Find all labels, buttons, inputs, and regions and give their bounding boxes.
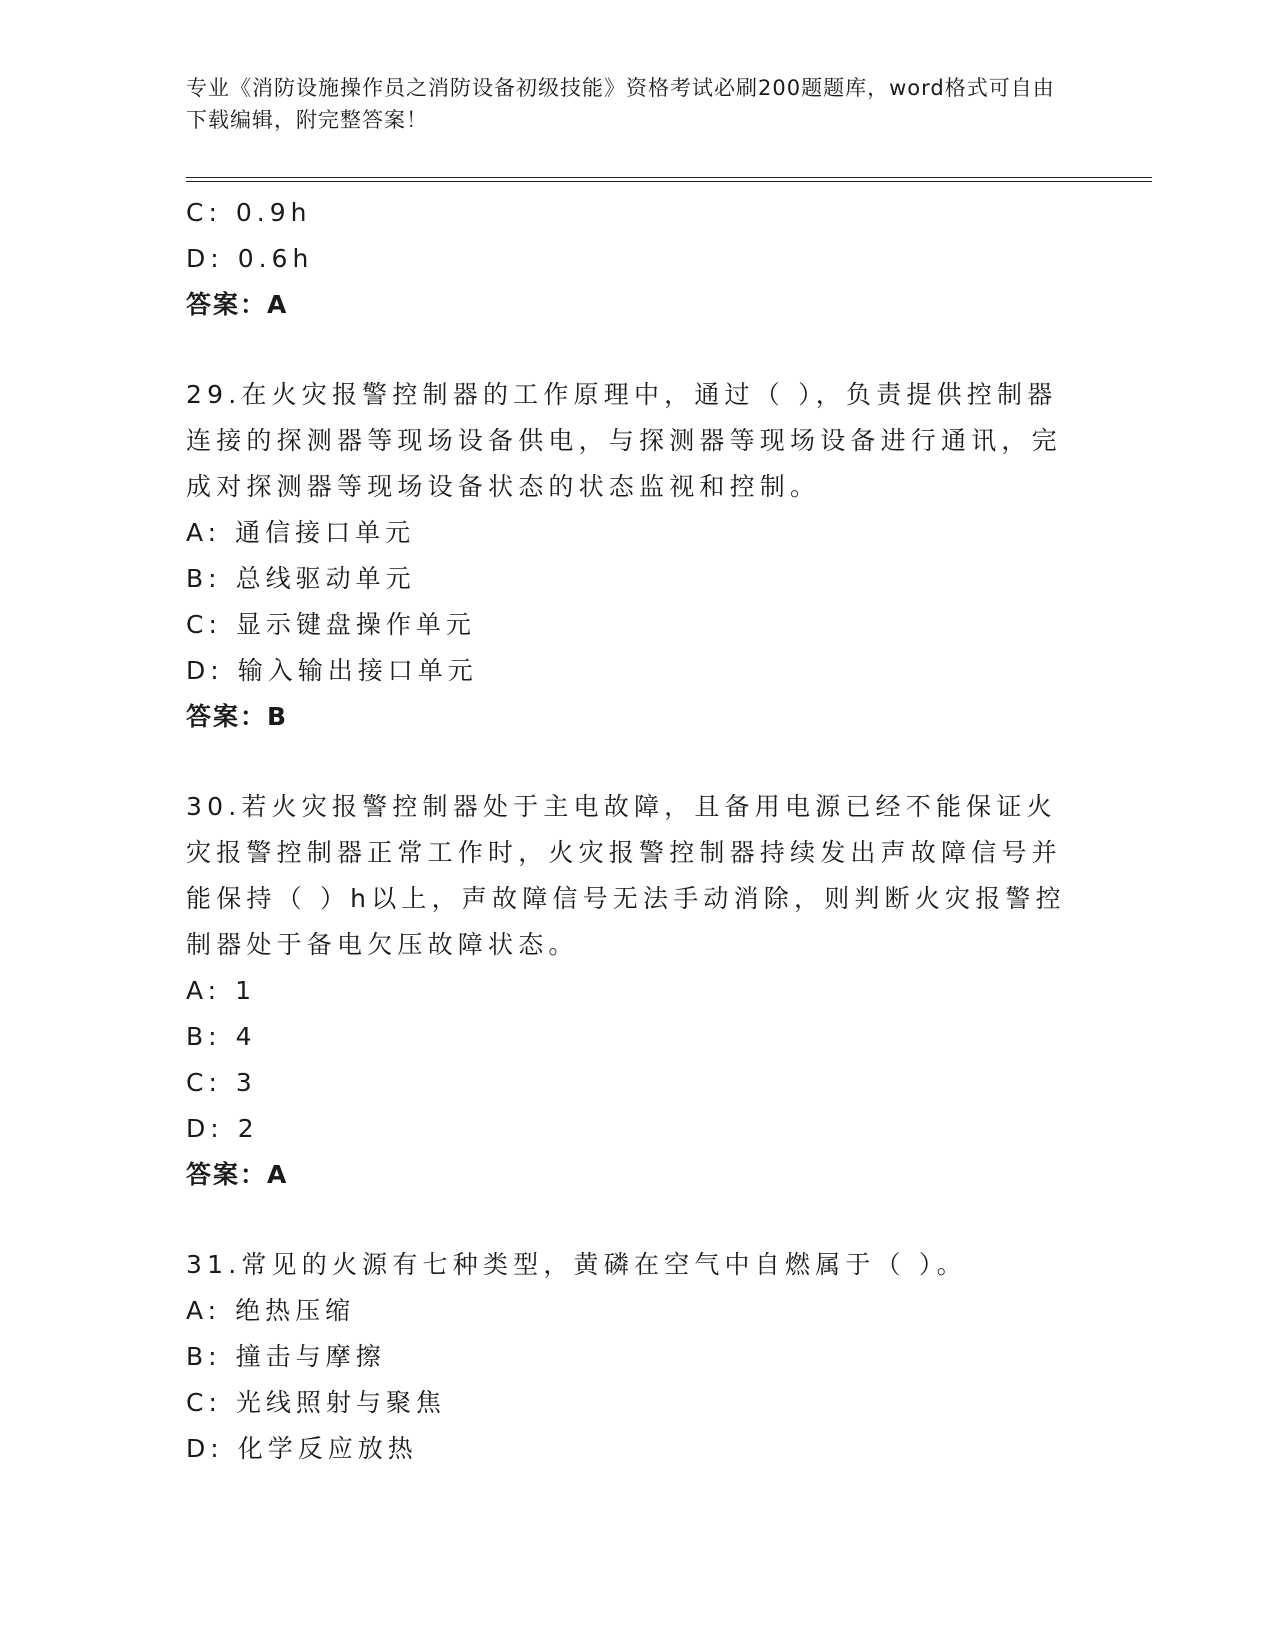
question-31: [186, 1242, 1086, 1472]
question-stem: 31.常见的火源有七种类型，黄磷在空气中自燃属于（ ）。: [186, 1250, 967, 1279]
question-stem: 29.在火灾报警控制器的工作原理中，通过（ ），负责提供控制器连接的探测器等现场设备供电，与探测器等现场设备进行通讯，完成对探测器等现场设备状态的状态监视和控制。: [186, 380, 1062, 501]
option-d: D: 2: [186, 1114, 259, 1143]
option-d: D: 输入输出接口单元: [186, 656, 478, 685]
answer-label: 答案：A: [186, 1160, 289, 1189]
question-list: [186, 190, 1086, 1472]
option-c: C: 0.9h: [186, 198, 312, 227]
option-d: D: 0.6h: [186, 244, 314, 273]
option-d: D: 化学反应放热: [186, 1434, 418, 1463]
option-c: C: 光线照射与聚焦: [186, 1388, 446, 1417]
question-29: [186, 372, 1086, 740]
option-a: A: 通信接口单元: [186, 518, 416, 547]
option-b: B: 撞击与摩擦: [186, 1342, 386, 1371]
option-b: B: 总线驱动单元: [186, 564, 416, 593]
option-b: B: 4: [186, 1022, 257, 1051]
document-header: 专业《消防设施操作员之消防设备初级技能》资格考试必刷200题题库，word格式可自由下载编辑，附完整答案！: [186, 76, 1055, 132]
option-a: A: 1: [186, 976, 256, 1005]
answer-label: 答案：B: [186, 702, 289, 731]
option-c: C: 显示键盘操作单元: [186, 610, 476, 639]
option-c: C: 3: [186, 1068, 257, 1097]
question-30: [186, 784, 1086, 1198]
answer-label: 答案：A: [186, 290, 289, 319]
header-rule-top: [186, 177, 1152, 178]
header-rule-bottom: [186, 181, 1152, 182]
option-a: A: 绝热压缩: [186, 1296, 356, 1325]
question-stem: 30.若火灾报警控制器处于主电故障，且备用电源已经不能保证火灾报警控制器正常工作时，火灾报警控制器持续发出声故障信号并能保持（ ）h以上，声故障信号无法手动消除，则判断火灾报警控制器处于备电欠压故障状态。: [186, 792, 1066, 959]
